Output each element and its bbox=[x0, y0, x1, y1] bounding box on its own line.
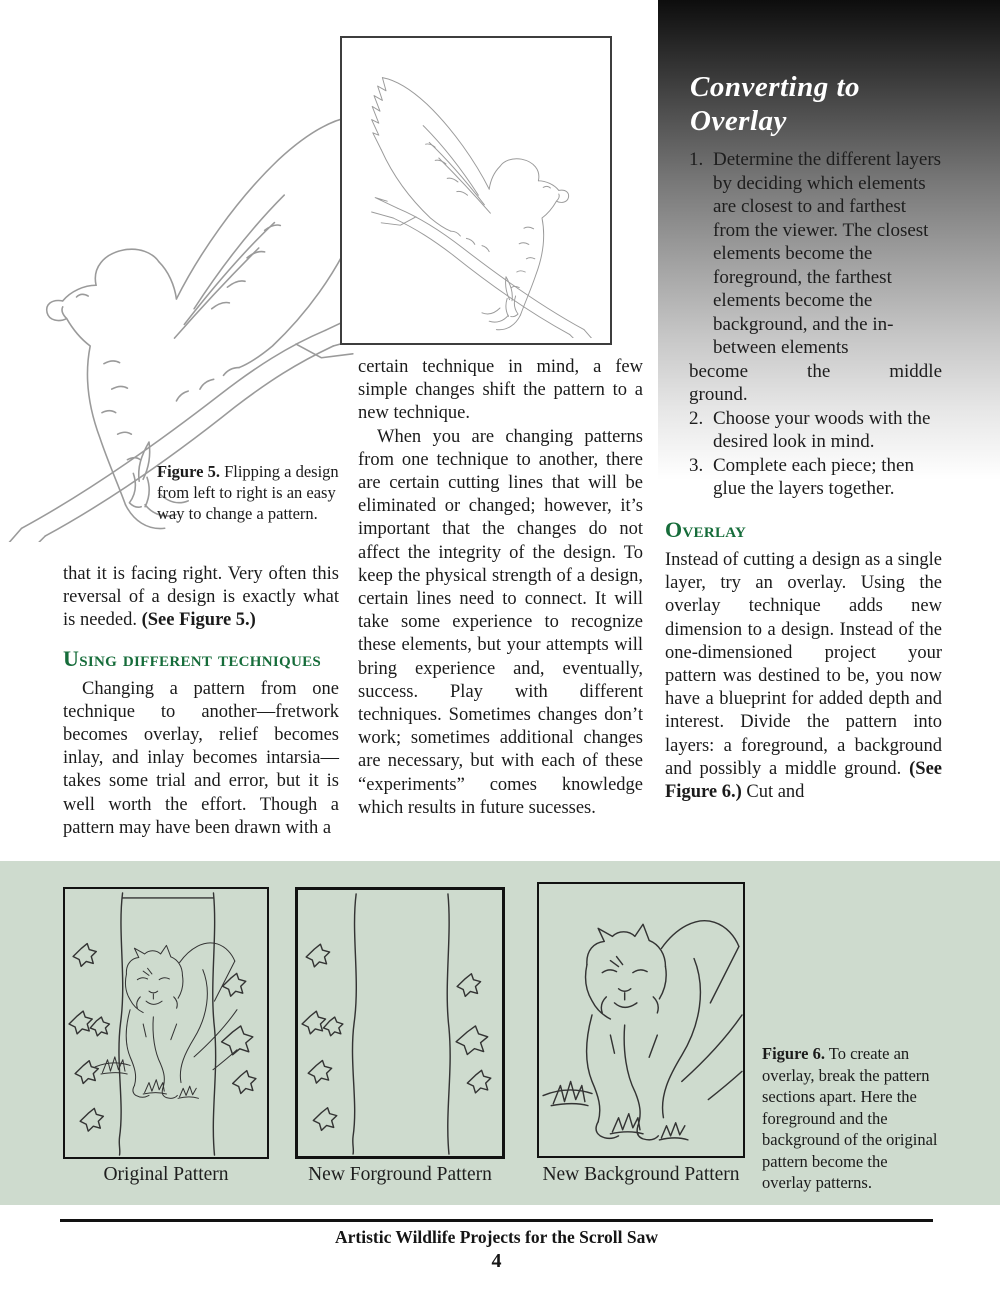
background-pattern-drawing bbox=[539, 884, 743, 1156]
left-paragraph-1-text: that it is facing right. Very often this reversal of a design is exactly what is needed. bbox=[63, 564, 339, 631]
original-pattern-figure bbox=[63, 887, 269, 1159]
see-figure5-reference: (See Figure 5.) bbox=[141, 610, 256, 631]
left-paragraph-2: Changing a pattern from one technique to another—fretwork becomes overlay, relief becomes inlay, and inlay becomes intarsia—takes some trial and error, but it is well worth the effort. Though a pattern may have been drawn with a bbox=[63, 678, 339, 838]
step-number: 3. bbox=[689, 454, 704, 476]
sidebar-title bbox=[690, 70, 942, 138]
step-overflow-line1: become the middle bbox=[689, 360, 942, 382]
overlay-heading: Overlay bbox=[665, 516, 747, 542]
using-different-techniques-heading: Using different techniques bbox=[63, 645, 322, 671]
sidebar-title-line1: Converting to bbox=[690, 71, 861, 103]
left-paragraph-1 bbox=[63, 563, 339, 633]
step-item-1 bbox=[665, 148, 942, 407]
foreground-pattern-figure bbox=[295, 887, 505, 1159]
middle-paragraph-2: When you are changing patterns from one technique to another, there are certain cutting lines that will be eliminated or changed; however, it’s important that the changes do not affect the integrity of the design. To keep the physical strength of a design, certain lines need to connect. It will take some experience to recognize these elements, but your attempts will bring experience and, eventually, success. Play with different techniques. Sometimes changes don’t work; sometimes additional changes are necessary, but with each of these “experiments” comes knowledge which results in future sucesses. bbox=[358, 426, 643, 818]
pattern-label-original: Original Pattern bbox=[103, 1164, 229, 1185]
figure6-caption bbox=[762, 1043, 940, 1194]
step-number: 2. bbox=[689, 407, 704, 429]
middle-column bbox=[358, 356, 643, 820]
eagle-drawing-facing-right bbox=[354, 38, 598, 338]
figure5-caption bbox=[157, 461, 339, 524]
step-overflow-line2: ground. bbox=[689, 384, 748, 406]
see-figure6-reference: (See Figure 6.) bbox=[665, 758, 942, 802]
footer-book-title: Artistic Wildlife Projects for the Scroll Saw bbox=[334, 1227, 659, 1247]
original-pattern-drawing bbox=[65, 889, 267, 1157]
figure6-caption-lead: Figure 6. bbox=[762, 1044, 825, 1063]
page-number: 4 bbox=[491, 1250, 502, 1272]
step-text: Determine the different layers by deciding which elements are closest to and farthest from the viewer. The closest elements become the foreground, the farthest elements become the background, and the in-between elements bbox=[713, 149, 942, 359]
sidebar-content bbox=[665, 70, 942, 804]
sidebar-title-line2: Overlay bbox=[690, 105, 787, 138]
figure6-caption-text: To create an overlay, break the pattern sections apart. Here the foreground and the background of the original pattern become the overlay patterns. bbox=[762, 1044, 938, 1192]
figure6-pattern-panel bbox=[0, 861, 1000, 1205]
pattern-label-background: New Background Pattern bbox=[542, 1164, 740, 1185]
step-list bbox=[665, 148, 942, 501]
foreground-pattern-drawing bbox=[298, 890, 502, 1156]
step-text: Choose your woods with the desired look in mind. bbox=[713, 407, 931, 453]
pattern-label-foreground: New Forground Pattern bbox=[308, 1164, 492, 1185]
step-text: Complete each piece; then glue the layers together. bbox=[713, 454, 914, 500]
step-item-2 bbox=[665, 407, 942, 454]
left-column bbox=[63, 563, 339, 840]
background-pattern-figure bbox=[537, 882, 745, 1158]
overlay-paragraph-tail: Cut and bbox=[741, 781, 805, 802]
step-item-3 bbox=[665, 454, 942, 501]
middle-paragraph-1: certain technique in mind, a few simple changes shift the pattern to a new technique. bbox=[358, 357, 643, 424]
figure5-caption-text: Flipping a design from left to right is an easy way to change a pattern. bbox=[157, 462, 339, 523]
overlay-paragraph-text: Instead of cutting a design as a single layer, try an overlay. Using the overlay technique adds new dimension to a design. Instead of the one-dimensioned project your pattern was destined to be, you now have a blueprint for added depth and interest. Divide the pattern into layers: a foreground, a background and possibly a middle ground. bbox=[665, 549, 942, 779]
figure5-caption-lead: Figure 5. bbox=[157, 462, 220, 481]
footer-rule bbox=[60, 1219, 933, 1222]
overlay-paragraph bbox=[665, 549, 942, 804]
step-number: 1. bbox=[689, 149, 704, 171]
figure5-frame bbox=[340, 36, 612, 345]
